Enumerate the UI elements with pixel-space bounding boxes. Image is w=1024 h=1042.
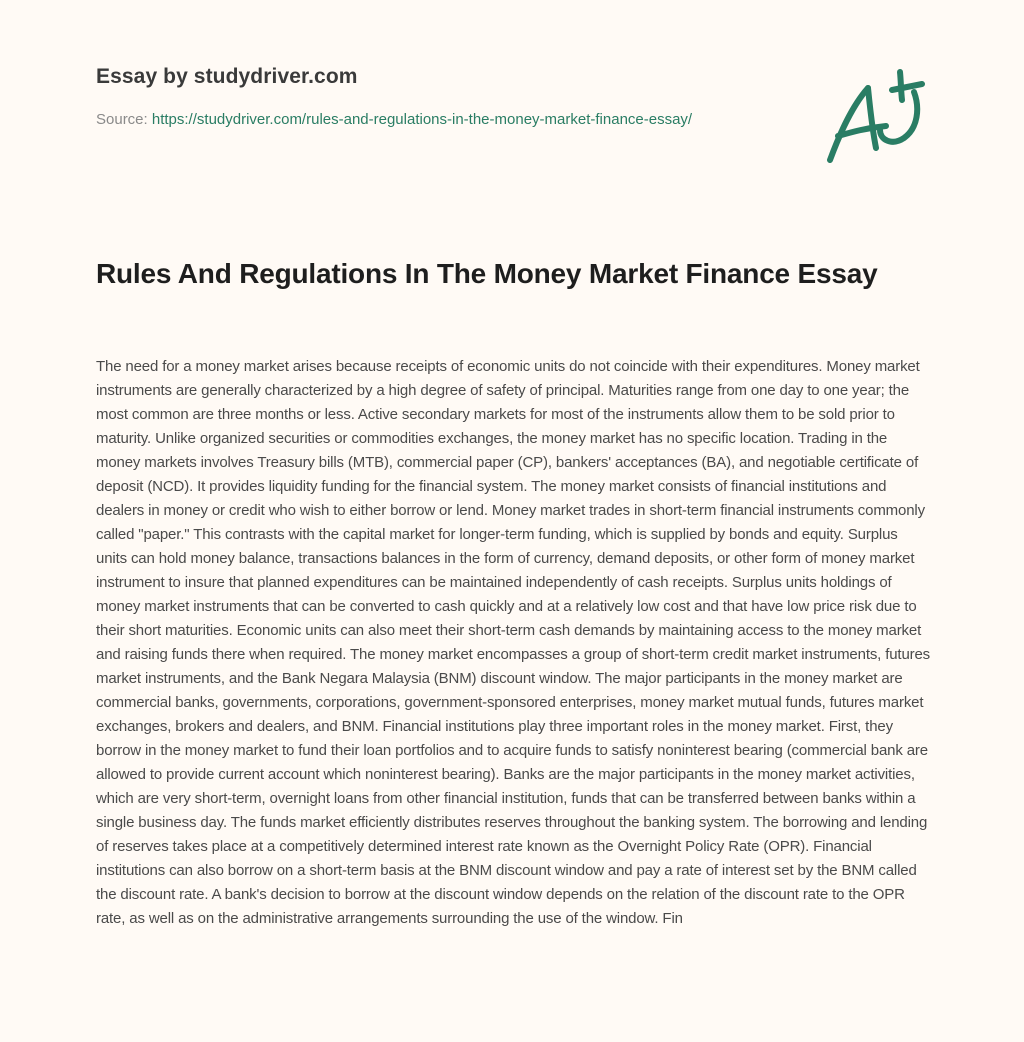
- site-title: Essay by studydriver.com: [96, 65, 358, 88]
- source-label: Source:: [96, 111, 152, 128]
- a-plus-grade-icon: [820, 68, 930, 168]
- page-header: [96, 62, 776, 132]
- source-line: [96, 108, 776, 132]
- essay-title: Rules And Regulations In The Money Market Finance Essay: [96, 258, 878, 289]
- source-link[interactable]: https://studydriver.com/rules-and-regulations-in-the-money-market-finance-essay/: [151, 111, 693, 128]
- essay-body: The need for a money market arises because receipts of economic units do not coincide with their expenditures. Money market instruments are generally characterized by a high degree of safety of principal. Maturities range from one day to one year; the most common are three months or less. Active secondary markets for most of the instruments allow them to be sold prior to maturity. Unlike organized securities or commodities exchanges, the money market has no specific location. Trading in the money markets involves Treasury bills (MTB), commercial paper (CP), bankers' acceptances (BA), and negotiable certificate of deposit (NCD). It provides liquidity funding for the financial system. The money market consists of financial institutions and dealers in money or credit who wish to either borrow or lend. Money market trades in short-term financial instruments commonly called "paper." This contrasts with the capital market for longer-term funding, which is supplied by bonds and equity. Surplus units can hold money balance, transactions balances in the form of currency, demand deposits, or other form of money market instrument to insure that planned expenditures can be maintained independently of cash receipts. Surplus units holdings of money market instruments that can be converted to cash quickly and at a relatively low cost and that have low price risk due to their short maturities. Economic units can also meet their short-term cash demands by maintaining access to the money market and raising funds there when required. The money market encompasses a group of short-term credit market instruments, futures market instruments, and the Bank Negara Malaysia (BNM) discount window. The major participants in the money market are commercial banks, governments, corporations, government-sponsored enterprises, money market mutual funds, futures market exchanges, brokers and dealers, and BNM. Financial institutions play three important roles in the money market. First, they borrow in the money market to fund their loan portfolios and to acquire funds to satisfy noninterest bearing (commercial bank are allowed to provide current account which noninterest bearing). Banks are the major participants in the money market activities, which are very short-term, overnight loans from other financial institution, funds that can be transferred between banks within a single business day. The funds market efficiently distributes reserves throughout the banking system. The borrowing and lending of reserves takes place at a competitively determined interest rate known as the Overnight Policy Rate (OPR). Financial institutions can also borrow on a short-term basis at the BNM discount window and pay a rate of interest set by the BNM called the discount rate. A bank's decision to borrow at the discount window depends on the relation of the discount rate to the OPR rate, as well as on the administrative arrangements surrounding the use of the window. Fin: [96, 358, 931, 927]
